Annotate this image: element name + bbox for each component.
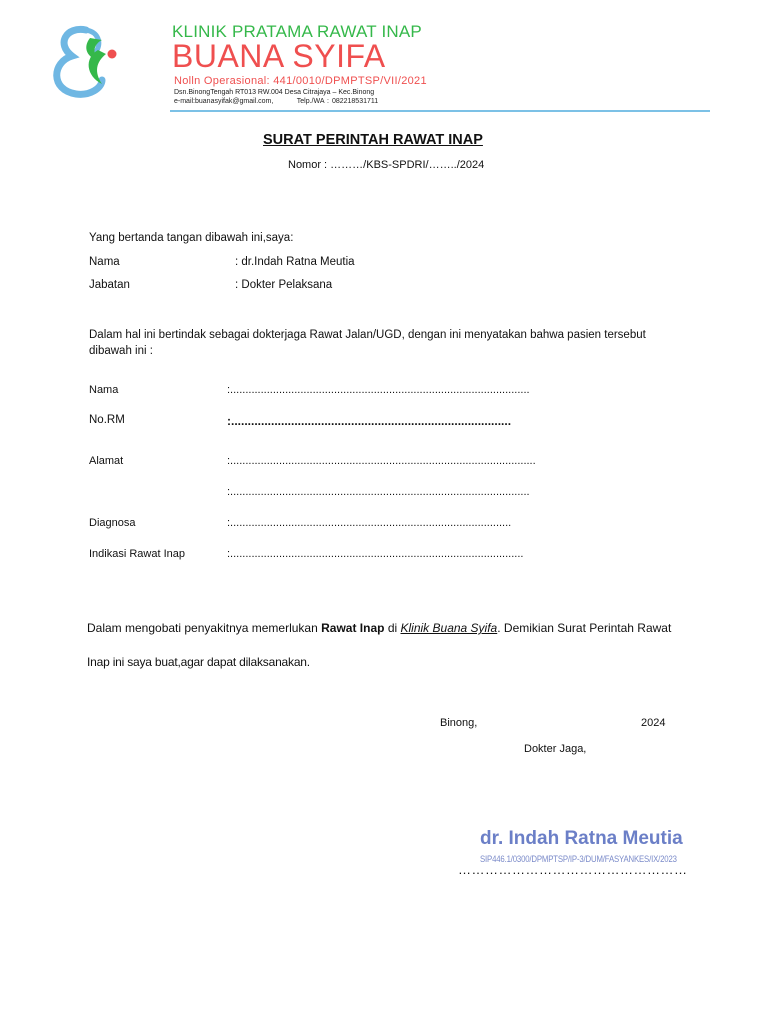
diagnosis-label: Diagnosa (89, 517, 136, 529)
clinic-email: e-mail:buanasyifak@gmail.com, (174, 98, 274, 105)
closing-part-1: Dalam mengobati penyakitnya memerlukan (87, 621, 322, 635)
closing-part-3: . Demikian Surat Perintah Rawat (497, 621, 672, 635)
header-divider (170, 110, 710, 112)
clinic-subtitle: KLINIK PRATAMA RAWAT INAP (172, 22, 422, 41)
signer-position-value: : Dokter Pelaksana (235, 279, 333, 291)
intro-text: Yang bertanda tangan dibawah ini,saya: (89, 232, 294, 244)
closing-clinic-name: Klinik Buana Syifa (400, 621, 498, 635)
clinic-phone: Telp./WA : 082218531711 (296, 98, 379, 105)
closing-bold: Rawat Inap (321, 621, 385, 635)
signer-name-label: Nama (89, 256, 120, 268)
diagnosis-blank: :............................................................................................ (227, 517, 512, 529)
clinic-contact (174, 98, 378, 105)
signer-position-label: Jabatan (89, 279, 130, 291)
closing-line-2: Inap ini saya buat,agar dapat dilaksanakan. (87, 655, 310, 669)
clinic-name: BUANA SYIFA (172, 38, 386, 74)
signature-year: 2024 (641, 717, 666, 729)
medical-record-label: No.RM (89, 414, 125, 426)
signature-place: Binong, (440, 717, 478, 729)
admission-indication-label: Indikasi Rawat Inap (89, 548, 185, 560)
document-title: SURAT PERINTAH RAWAT INAP (263, 132, 483, 148)
admission-indication-blank: :................................................................................................ (227, 548, 524, 560)
statement-line-1: Dalam hal ini bertindak sebagai dokterjaga Rawat Jalan/UGD, dengan ini menyatakan bahwa pasien tersebut (89, 329, 646, 341)
clinic-address: Dsn.BinongTengah RT013 RW.004 Desa Citrajaya – Kec.Binong (174, 89, 375, 96)
doctor-stamp-sip: SIP446.1/0300/DPMPTSP/IP-3/DUM/FASYANKES/IX/2023 (480, 854, 677, 865)
patient-name-label: Nama (89, 384, 119, 396)
signer-role: Dokter Jaga, (524, 743, 587, 755)
statement-line-2: dibawah ini : (89, 345, 153, 357)
closing-part-2: di (384, 621, 401, 635)
address-blank-1: :.................................................................................................... (227, 455, 536, 467)
document-number: Nomor : ………/KBS-SPDRI/……../2024 (288, 159, 485, 171)
doctor-stamp-name: dr. Indah Ratna Meutia (480, 828, 683, 849)
address-blank-2: :.................................................................................................. (227, 486, 530, 498)
address-label: Alamat (89, 455, 124, 467)
signer-name-value: : dr.Indah Ratna Meutia (235, 256, 355, 268)
operational-permit: Nolln Operasional: 441/0010/DPMPTSP/VII/2021 (174, 75, 427, 87)
clinic-logo (46, 24, 124, 98)
patient-name-blank: :.................................................................................................. (227, 384, 530, 396)
medical-record-blank: :.................................................................................... (227, 414, 512, 428)
closing-line-1 (87, 621, 671, 635)
signature-line: …………………………………………… (458, 862, 688, 877)
